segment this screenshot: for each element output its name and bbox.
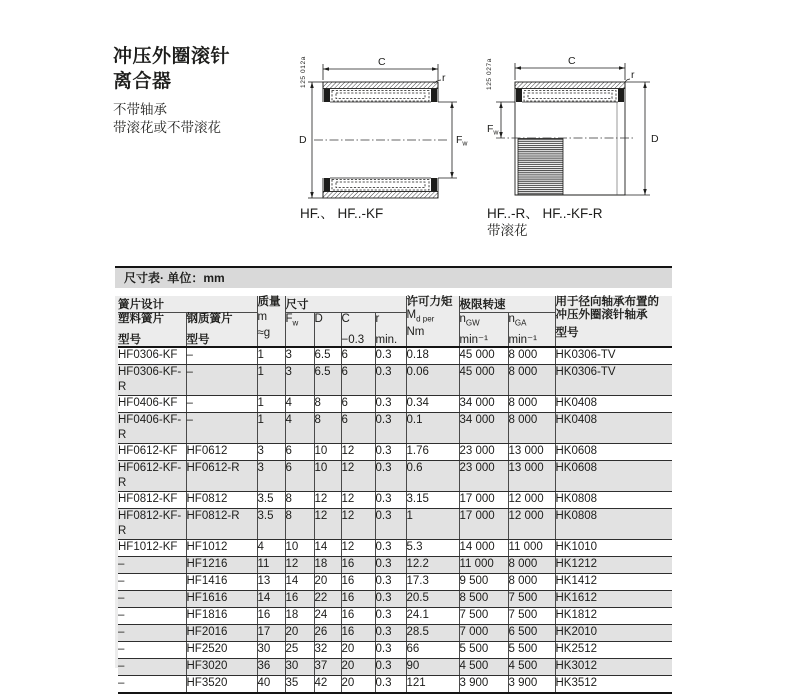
col-header-bearing: 用于径向轴承布置的 冲压外圈滚针轴承 型号 bbox=[555, 296, 672, 347]
table-cell: 14 bbox=[314, 540, 341, 557]
table-title-band: 尺寸表· 单位：mm bbox=[115, 268, 672, 288]
table-cell: 8 bbox=[314, 413, 341, 444]
subtitle-line1: 不带轴承 bbox=[113, 102, 167, 117]
table-cell: HF0306-KF-R bbox=[118, 365, 186, 396]
table-cell: 7 500 bbox=[459, 608, 508, 625]
table-cell: HF0812-R bbox=[186, 509, 257, 540]
table-cell: 16 bbox=[341, 625, 375, 642]
table-cell: HF0612-KF-R bbox=[118, 461, 186, 492]
table-cell: HK0408 bbox=[555, 396, 672, 413]
table-cell: 3 bbox=[285, 347, 314, 365]
table-cell: HK0408 bbox=[555, 413, 672, 444]
table-cell: 0.3 bbox=[375, 608, 406, 625]
table-cell: HK0608 bbox=[555, 461, 672, 492]
dimension-table bbox=[118, 296, 672, 694]
table-cell: 35 bbox=[285, 676, 314, 694]
col-header-steel-type: 钢质簧片 型号 bbox=[186, 313, 257, 348]
table-cell: 0.3 bbox=[375, 557, 406, 574]
table-cell: HK1612 bbox=[555, 591, 672, 608]
table-cell: 13 000 bbox=[508, 461, 555, 492]
col-header-plastic-type: 塑料簧片 型号 bbox=[118, 313, 186, 348]
dim-label-r: r bbox=[442, 72, 446, 84]
table-cell: HK3512 bbox=[555, 676, 672, 694]
table-cell: 121 bbox=[406, 676, 459, 694]
dimension-table-panel bbox=[115, 266, 672, 689]
table-row bbox=[118, 461, 672, 492]
table-cell: HK1010 bbox=[555, 540, 672, 557]
table-cell: 1 bbox=[257, 413, 285, 444]
table-cell: 13 bbox=[257, 574, 285, 591]
table-cell: HF1616 bbox=[186, 591, 257, 608]
table-cell: 8 500 bbox=[459, 591, 508, 608]
table-cell: 6.5 bbox=[314, 365, 341, 396]
table-cell: 42 bbox=[314, 676, 341, 694]
table-cell: 3 900 bbox=[459, 676, 508, 694]
page-title-line2: 离合器 bbox=[113, 71, 172, 92]
table-cell: 12 000 bbox=[508, 509, 555, 540]
table-row bbox=[118, 509, 672, 540]
table-cell: 1 bbox=[257, 347, 285, 365]
table-cell: 3 bbox=[285, 365, 314, 396]
table-cell: HK1412 bbox=[555, 574, 672, 591]
table-cell: HF1216 bbox=[186, 557, 257, 574]
table-cell: – bbox=[118, 659, 186, 676]
table-cell: 0.3 bbox=[375, 642, 406, 659]
table-row bbox=[118, 492, 672, 509]
table-cell: 12 bbox=[314, 509, 341, 540]
col-header-torque: 许可力矩 $M_{d per}$ Nm bbox=[406, 296, 459, 347]
band-gap bbox=[115, 288, 672, 296]
table-cell: 23 000 bbox=[459, 461, 508, 492]
dim-label-c: C bbox=[378, 56, 386, 68]
table-cell: HF0812-KF bbox=[118, 492, 186, 509]
table-cell: 12 bbox=[341, 444, 375, 461]
figure-hf-section bbox=[296, 50, 471, 205]
table-cell: HK0306-TV bbox=[555, 365, 672, 396]
table-cell: 22 bbox=[314, 591, 341, 608]
table-cell: 4 bbox=[285, 396, 314, 413]
table-cell: 28.5 bbox=[406, 625, 459, 642]
table-cell: 12 bbox=[314, 492, 341, 509]
table-cell: 16 bbox=[341, 557, 375, 574]
table-cell: 17 000 bbox=[459, 509, 508, 540]
table-cell: 8 000 bbox=[508, 365, 555, 396]
table-cell: 0.3 bbox=[375, 574, 406, 591]
table-cell: 13 000 bbox=[508, 444, 555, 461]
table-row bbox=[118, 444, 672, 461]
table-cell: HF1416 bbox=[186, 574, 257, 591]
table-cell: HF2016 bbox=[186, 625, 257, 642]
table-cell: HF2520 bbox=[186, 642, 257, 659]
table-cell: 34 000 bbox=[459, 413, 508, 444]
table-cell: HF1012-KF bbox=[118, 540, 186, 557]
table-cell: – bbox=[118, 625, 186, 642]
table-cell: 1 bbox=[257, 396, 285, 413]
table-cell: 12 000 bbox=[508, 492, 555, 509]
dim-d bbox=[625, 82, 650, 195]
table-cell: 20 bbox=[341, 676, 375, 694]
table-cell: 20 bbox=[285, 625, 314, 642]
dim-label-fw: $F_w$ bbox=[456, 134, 468, 148]
table-cell: 45 000 bbox=[459, 347, 508, 365]
table-cell: 8 000 bbox=[508, 396, 555, 413]
table-cell: 26 bbox=[314, 625, 341, 642]
table-cell: 0.3 bbox=[375, 413, 406, 444]
table-cell: 17.3 bbox=[406, 574, 459, 591]
table-cell: – bbox=[118, 608, 186, 625]
table-cell: – bbox=[118, 574, 186, 591]
table-cell: 0.3 bbox=[375, 396, 406, 413]
table-cell: HF0612-R bbox=[186, 461, 257, 492]
col-header-c: C −0.3 bbox=[341, 313, 375, 348]
table-row bbox=[118, 659, 672, 676]
table-cell: HK1212 bbox=[555, 557, 672, 574]
table-cell: 17 000 bbox=[459, 492, 508, 509]
table-row bbox=[118, 574, 672, 591]
table-cell: 3.5 bbox=[257, 509, 285, 540]
table-cell: 32 bbox=[314, 642, 341, 659]
table-cell: 14 bbox=[285, 574, 314, 591]
table-row bbox=[118, 557, 672, 574]
table-cell: 9 500 bbox=[459, 574, 508, 591]
table-row bbox=[118, 413, 672, 444]
table-cell: 66 bbox=[406, 642, 459, 659]
table-cell: 0.3 bbox=[375, 444, 406, 461]
table-cell: 6 bbox=[341, 396, 375, 413]
table-cell: 8 000 bbox=[508, 347, 555, 365]
table-cell: HF0812 bbox=[186, 492, 257, 509]
table-cell: 16 bbox=[341, 608, 375, 625]
table-cell: 10 bbox=[314, 444, 341, 461]
table-cell: 11 000 bbox=[459, 557, 508, 574]
table-cell: 8 bbox=[285, 509, 314, 540]
table-cell: 1 bbox=[257, 365, 285, 396]
table-cell: HF3520 bbox=[186, 676, 257, 694]
col-header-r: r min. bbox=[375, 313, 406, 348]
figure2-caption-line2: 带滚花 bbox=[487, 223, 528, 238]
table-cell: 6 bbox=[341, 413, 375, 444]
table-cell: – bbox=[118, 676, 186, 694]
table-cell: 0.3 bbox=[375, 365, 406, 396]
dim-label-d: D bbox=[299, 134, 307, 146]
table-cell: 18 bbox=[314, 557, 341, 574]
table-cell: 30 bbox=[257, 642, 285, 659]
dim-label-c: C bbox=[568, 55, 576, 67]
table-cell: 20 bbox=[341, 659, 375, 676]
table-cell: 12.2 bbox=[406, 557, 459, 574]
table-cell: HK0306-TV bbox=[555, 347, 672, 365]
roller-cage-top bbox=[332, 91, 429, 102]
table-cell: 20 bbox=[341, 642, 375, 659]
table-cell: 3 bbox=[257, 461, 285, 492]
table-cell: 18 bbox=[285, 608, 314, 625]
table-cell: 24 bbox=[314, 608, 341, 625]
table-cell: HK0808 bbox=[555, 492, 672, 509]
subtitle-line2: 带滚花或不带滚花 bbox=[113, 120, 221, 135]
table-row bbox=[118, 676, 672, 694]
table-cell: 6.5 bbox=[314, 347, 341, 365]
table-cell: HF0406-KF bbox=[118, 396, 186, 413]
table-cell: – bbox=[118, 591, 186, 608]
table-cell: HF0306-KF bbox=[118, 347, 186, 365]
table-cell: – bbox=[118, 642, 186, 659]
table-cell: 0.3 bbox=[375, 461, 406, 492]
outer-shell-bottom bbox=[323, 178, 438, 198]
table-cell: 90 bbox=[406, 659, 459, 676]
table-cell: 1.76 bbox=[406, 444, 459, 461]
table-cell: 4 bbox=[285, 413, 314, 444]
dim-label-d: D bbox=[651, 133, 659, 145]
table-row bbox=[118, 642, 672, 659]
table-cell: 30 bbox=[285, 659, 314, 676]
table-cell: HK0608 bbox=[555, 444, 672, 461]
table-cell: 0.3 bbox=[375, 347, 406, 365]
table-cell: – bbox=[186, 365, 257, 396]
table-cell: 5 500 bbox=[459, 642, 508, 659]
table-cell: 0.3 bbox=[375, 625, 406, 642]
table-cell: 0.3 bbox=[375, 676, 406, 694]
table-cell: 45 000 bbox=[459, 365, 508, 396]
col-header-nga: $n_{GA}$ min⁻¹ bbox=[508, 313, 555, 348]
table-cell: 11 bbox=[257, 557, 285, 574]
table-cell: 0.3 bbox=[375, 659, 406, 676]
table-cell: 6 bbox=[285, 461, 314, 492]
roller-cage bbox=[524, 91, 616, 102]
table-cell: HF0612 bbox=[186, 444, 257, 461]
table-cell: 34 000 bbox=[459, 396, 508, 413]
table-cell: 6 bbox=[285, 444, 314, 461]
table-cell: 5.3 bbox=[406, 540, 459, 557]
table-row bbox=[118, 608, 672, 625]
table-cell: 14 bbox=[257, 591, 285, 608]
table-cell: 0.3 bbox=[375, 591, 406, 608]
table-row bbox=[118, 540, 672, 557]
table-cell: 8 000 bbox=[508, 574, 555, 591]
table-cell: HK2010 bbox=[555, 625, 672, 642]
table-row bbox=[118, 591, 672, 608]
table-cell: 16 bbox=[341, 591, 375, 608]
table-cell: 12 bbox=[341, 461, 375, 492]
table-cell: 16 bbox=[341, 574, 375, 591]
figure1-caption: HF.、 HF..-KF bbox=[300, 206, 384, 221]
dim-label-fw: $F_w$ bbox=[487, 123, 499, 137]
table-row bbox=[118, 396, 672, 413]
table-cell: 12 bbox=[341, 540, 375, 557]
table-cell: 3.5 bbox=[257, 492, 285, 509]
table-cell: 0.3 bbox=[375, 509, 406, 540]
table-cell: HF3020 bbox=[186, 659, 257, 676]
table-cell: 8 bbox=[285, 492, 314, 509]
table-cell: 11 000 bbox=[508, 540, 555, 557]
table-cell: 8 bbox=[314, 396, 341, 413]
table-cell: 12 bbox=[341, 492, 375, 509]
table-cell: 7 500 bbox=[508, 608, 555, 625]
table-cell: – bbox=[186, 396, 257, 413]
table-cell: 17 bbox=[257, 625, 285, 642]
table-cell: HK1812 bbox=[555, 608, 672, 625]
outer-shell-top bbox=[515, 82, 625, 102]
table-cell: 1 bbox=[406, 509, 459, 540]
table-cell: – bbox=[186, 413, 257, 444]
col-header-fw: $F_w$ bbox=[285, 313, 314, 348]
page-title-line1: 冲压外圈滚针 bbox=[113, 46, 231, 67]
table-cell: HK2512 bbox=[555, 642, 672, 659]
table-cell: 3.15 bbox=[406, 492, 459, 509]
dim-fw bbox=[496, 102, 515, 138]
table-cell: 23 000 bbox=[459, 444, 508, 461]
table-cell: 36 bbox=[257, 659, 285, 676]
table-cell: 7 500 bbox=[508, 591, 555, 608]
table-cell: 8 000 bbox=[508, 557, 555, 574]
table-cell: 20.5 bbox=[406, 591, 459, 608]
table-cell: 16 bbox=[285, 591, 314, 608]
table-cell: 0.3 bbox=[375, 540, 406, 557]
col-group-limit-speed: 极限转速 bbox=[459, 296, 555, 313]
table-cell: 0.6 bbox=[406, 461, 459, 492]
col-group-dimensions: 尺寸 bbox=[285, 296, 406, 313]
svg-text:125 027a: 125 027a bbox=[486, 58, 493, 90]
table-cell: 5 500 bbox=[508, 642, 555, 659]
table-cell: 37 bbox=[314, 659, 341, 676]
table-cell: 24.1 bbox=[406, 608, 459, 625]
col-header-mass: 质量 m ≈g bbox=[257, 296, 285, 347]
table-cell: 6 bbox=[341, 347, 375, 365]
table-cell: 4 bbox=[257, 540, 285, 557]
table-cell: 10 bbox=[285, 540, 314, 557]
table-cell: 0.06 bbox=[406, 365, 459, 396]
knurled-surface bbox=[518, 139, 563, 196]
drawing-ref-number bbox=[486, 58, 493, 90]
table-cell: 20 bbox=[314, 574, 341, 591]
table-cell: 6 500 bbox=[508, 625, 555, 642]
table-cell: 14 000 bbox=[459, 540, 508, 557]
table-cell: HF0406-KF-R bbox=[118, 413, 186, 444]
table-cell: 16 bbox=[257, 608, 285, 625]
table-cell: HF1816 bbox=[186, 608, 257, 625]
table-row bbox=[118, 347, 672, 365]
table-row bbox=[118, 625, 672, 642]
table-cell: 0.18 bbox=[406, 347, 459, 365]
figure2-caption bbox=[487, 205, 603, 239]
table-cell: 4 500 bbox=[459, 659, 508, 676]
table-cell: HK0808 bbox=[555, 509, 672, 540]
table-cell: 12 bbox=[285, 557, 314, 574]
figure2-caption-line1: HF..-R、 HF..-KF-R bbox=[487, 206, 603, 221]
table-cell: HF0812-KF-R bbox=[118, 509, 186, 540]
figure-hf-r-section bbox=[483, 50, 673, 205]
col-header-ngw: $n_{GW}$ min⁻¹ bbox=[459, 313, 508, 348]
table-cell: 25 bbox=[285, 642, 314, 659]
table-cell: 3 bbox=[257, 444, 285, 461]
table-cell: 0.34 bbox=[406, 396, 459, 413]
table-cell: HF0612-KF bbox=[118, 444, 186, 461]
table-cell: 3 900 bbox=[508, 676, 555, 694]
outer-shell-top bbox=[323, 82, 438, 102]
table-cell: 0.3 bbox=[375, 492, 406, 509]
title-block bbox=[113, 44, 230, 137]
table-cell: HK3012 bbox=[555, 659, 672, 676]
page-subtitle bbox=[113, 101, 230, 137]
table-cell: – bbox=[118, 557, 186, 574]
table-cell: HF1012 bbox=[186, 540, 257, 557]
drawing-ref-number bbox=[300, 56, 307, 88]
table-cell: 12 bbox=[341, 509, 375, 540]
svg-text:125 012a: 125 012a bbox=[300, 56, 307, 88]
col-header-d: D bbox=[314, 313, 341, 348]
table-cell: 0.1 bbox=[406, 413, 459, 444]
dim-label-r: r bbox=[631, 69, 635, 81]
table-cell: 40 bbox=[257, 676, 285, 694]
roller-cage-bottom bbox=[332, 180, 429, 191]
header-group-row bbox=[118, 296, 672, 313]
col-group-spring-design: 簧片设计 bbox=[118, 296, 257, 313]
table-row bbox=[118, 365, 672, 396]
table-cell: 7 000 bbox=[459, 625, 508, 642]
table-cell: – bbox=[186, 347, 257, 365]
table-body bbox=[118, 347, 672, 693]
table-cell: 8 000 bbox=[508, 413, 555, 444]
table-cell: 10 bbox=[314, 461, 341, 492]
table-cell: 6 bbox=[341, 365, 375, 396]
table-cell: 4 500 bbox=[508, 659, 555, 676]
